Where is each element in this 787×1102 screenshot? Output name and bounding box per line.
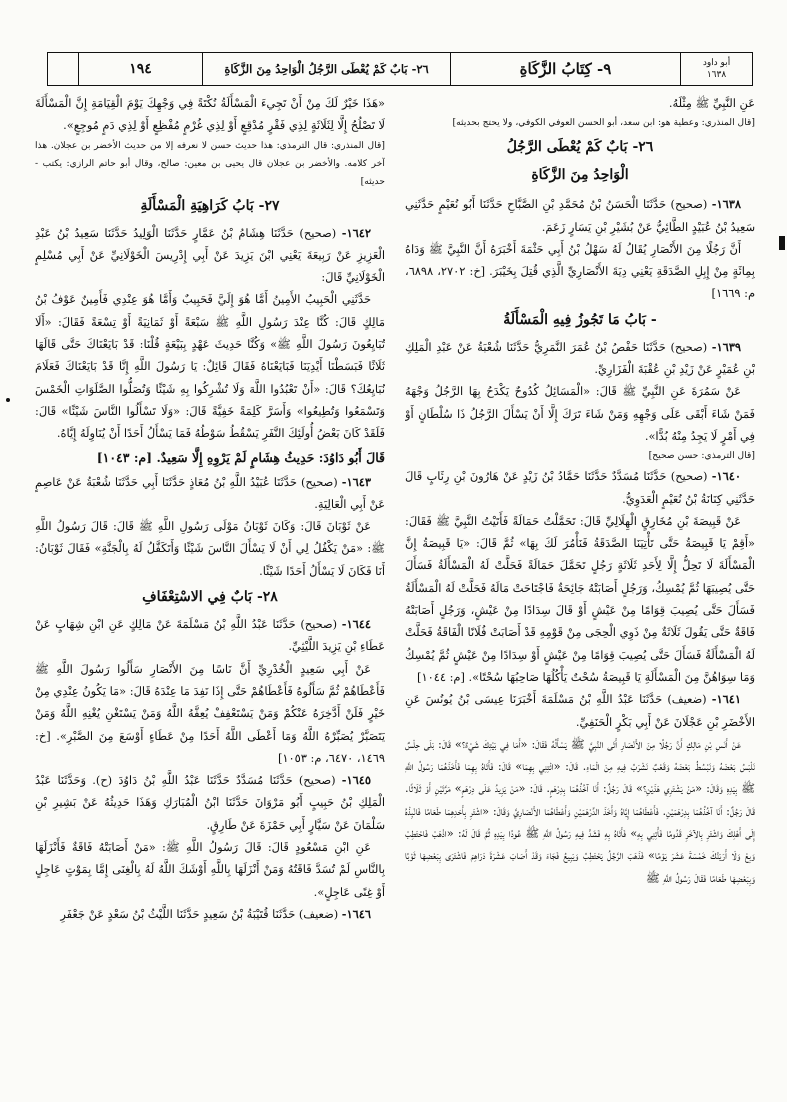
hadith-number: ١٦٤٠- [711, 469, 741, 484]
text-paragraph: عَنِ النَّبِيِّ ﷺ مِثْلَهُ. [668, 96, 755, 110]
hadith-text: عَنِ ابْنِ مَسْعُودٍ قَالَ: قَالَ رَسُولُ اللَّهِ ﷺ: «مَنْ أَصَابَتْهُ فَاقَةٌ فَأَنْزَلَهَا بِالنَّاسِ لَمْ تُسَدَّ فَاقَتُهُ وَمَنْ أَنْزَلَهَا بِاللَّهِ أَوْشَكَ اللَّهُ لَهُ بِالْغِنَى إِمَّا بِمَوْتٍ عَاجِلٍ أَوْ غِنًى عَاجِلٍ». [35, 840, 385, 899]
scan-edge-mark [779, 236, 785, 250]
hadith-text: عَنْ أَبِي سَعِيدٍ الْخُدْرِيِّ أَنَّ نَاسًا مِنَ الأَنْصَارِ سَأَلُوا رَسُولَ اللَّهِ ﷺ فَأَعْطَاهُمْ ثُمَّ سَأَلُوهُ فَأَعْطَاهُمْ حَتَّى إِذَا نَفِدَ مَا عِنْدَهُ قَالَ: «مَا يَكُونُ عِنْدِي مِنْ خَيْرٍ فَلَنْ أَدَّخِرَهُ عَنْكُمْ وَمَنْ يَسْتَعْفِفْ يُعِفَّهُ اللَّهُ وَمَنْ يَسْتَغْنِ يُغْنِهِ اللَّهُ وَمَنْ يَتَصَبَّرْ يُصَبِّرْهُ اللَّهُ وَمَا أَعْطَى اللَّهُ أَحَدًا مِنْ عَطَاءٍ أَوْسَعَ مِنَ الصَّبْرِ». [خ: ١٤٦٩، ٦٤٧٠، م: ١٠٥٣] [35, 661, 385, 765]
page-number: ١٩٤ [78, 53, 202, 85]
hadith-1642 [35, 222, 385, 289]
hadith-isnad: (صحيح) حَدَّثَنَا الْحَسَنُ بْنُ مُحَمَّدِ بْنِ الصَّبَّاحِ حَدَّثَنَا أَبُو نُعَيْمٍ حَدَّثَنِي سَعِيدُ بْنُ عُبَيْدٍ الطَّائِيُّ عَنْ بُشَيْرِ بْنِ يَسَارٍ زَعَمَ. [405, 197, 755, 234]
hadith-isnad: (صحيح) حَدَّثَنَا عَبْدُ اللَّهِ بْنُ مَسْلَمَةَ عَنْ مَالِكٍ عَنِ ابْنِ شِهَابٍ عَنْ عَطَاءِ بْنِ يَزِيدَ اللَّيْثِيِّ. [35, 617, 385, 654]
hadith-isnad: (صحيح) حَدَّثَنَا حَفْصُ بْنُ عُمَرَ النَّمَرِيُّ حَدَّثَنَا شُعْبَةُ عَنْ عَبْدِ الْمَلِكِ بْنِ عُمَيْرٍ عَنْ زَيْدِ بْنِ عُقْبَةَ الْفَزَارِيِّ. [405, 339, 755, 377]
hadith-number: ١٦٤٦- [341, 906, 371, 921]
page-header [47, 52, 753, 86]
abu-dawud-comment: قَالَ أَبُو دَاوُدَ: حَدِيثُ هِشَامٍ لَمْ يَرْوِهِ إِلَّا سَعِيدٌ. [م: ١٠٤٣] [96, 449, 385, 465]
hadith-isnad: (صحيح) حَدَّثَنَا مُسَدَّدٌ حَدَّثَنَا عَبْدُ اللَّهِ بْنُ دَاوُدَ (ح). وَحَدَّثَنَا عَبْدُ الْمَلِكِ بْنُ حَبِيبٍ أَبُو مَرْوَانَ حَدَّثَنَا ابْنُ الْمُبَارَكِ وَهَذَا حَدِيثُهُ عَنْ بَشِيرِ بْنِ سَلْمَانَ عَنْ سَيَّارٍ أَبِي حَمْزَةَ عَنْ طَارِقٍ. [35, 773, 385, 832]
header-hadith-number: ١٦٣٨ [706, 70, 727, 80]
left-column [35, 92, 385, 1092]
chapter-heading-continued: الْوَاحِدُ مِنَ الزَّكَاةِ [531, 167, 629, 184]
hadith-1644 [35, 613, 385, 658]
hadith-1640 [405, 465, 755, 510]
hadith-number: ١٦٤٢- [341, 225, 371, 240]
chapter-heading: ٢٦- بَابٌ كَمْ يُعْطَى الرَّجُلُ [506, 139, 654, 156]
hadith-isnad: (ضعيف) حَدَّثَنَا قُتَيْبَةُ بْنُ سَعِيدٍ حَدَّثَنَا اللَّيْثُ بْنُ سَعْدٍ عَنْ جَعْفَرِ [60, 906, 339, 921]
hadith-1643 [35, 471, 385, 516]
hadith-text: عَنْ أَنَسِ بْنِ مَالِكٍ أَنَّ رَجُلًا مِنَ الأَنْصَارِ أَتَى النَّبِيَّ ﷺ يَسْأَلُهُ فَقَالَ: «أَمَا فِي بَيْتِكَ شَيْءٌ؟» قَالَ: بَلَى حِلْسٌ نَلْبَسُ بَعْضَهُ وَنَبْسُطُ بَعْضَهُ وَقَعْبٌ نَشْرَبُ فِيهِ مِنَ الْمَاءِ. قَالَ: «ائْتِنِي بِهِمَا» قَالَ: فَأَتَاهُ بِهِمَا فَأَخَذَهُمَا رَسُولُ اللَّهِ ﷺ بِيَدِهِ وَقَالَ: «مَنْ يَشْتَرِي هَذَيْنِ؟» قَالَ رَجُلٌ: أَنَا آخُذُهُمَا بِدِرْهَمٍ. قَالَ: «مَنْ يَزِيدُ عَلَى دِرْهَمٍ» مَرَّتَيْنِ أَوْ ثَلَاثًا. قَالَ رَجُلٌ: أَنَا آخُذُهُمَا بِدِرْهَمَيْنِ. فَأَعْطَاهُمَا إِيَّاهُ وَأَخَذَ الدِّرْهَمَيْنِ وَأَعْطَاهُمَا الأَنْصَارِيَّ وَقَالَ: «اشْتَرِ بِأَحَدِهِمَا طَعَامًا فَانْبِذْهُ إِلَى أَهْلِكَ وَاشْتَرِ بِالآخَرِ قَدُومًا فَأْتِنِي بِهِ» فَأَتَاهُ بِهِ فَشَدَّ فِيهِ رَسُولُ اللَّهِ ﷺ عُودًا بِيَدِهِ ثُمَّ قَالَ لَهُ: «اذْهَبْ فَاحْتَطِبْ وَبِعْ وَلَا أَرَيَنَّكَ خَمْسَةَ عَشَرَ يَوْمًا» فَذَهَبَ الرَّجُلُ يَحْتَطِبُ وَيَبِيعُ فَجَاءَ وَقَدْ أَصَابَ عَشْرَةَ دَرَاهِمَ فَاشْتَرَى بِبَعْضِهَا ثَوْبًا وَبِبَعْضِهَا طَعَامًا فَقَالَ رَسُولُ اللَّهِ ﷺ [405, 736, 755, 885]
hadith-number: ١٦٤١- [711, 692, 741, 707]
hadith-1641 [405, 688, 755, 733]
right-column [405, 92, 755, 1092]
chapter-heading: ٢٧- بَابُ كَرَاهِيَةِ الْمَسْأَلَةِ [140, 197, 280, 214]
hadith-isnad: (ضعيف) حَدَّثَنَا عَبْدُ اللَّهِ بْنُ مَسْلَمَةَ أَخْبَرَنَا عِيسَى بْنُ يُونُسَ عَنِ الأَخْضَرِ بْنِ عَجْلَانَ عَنْ أَبِي بَكْرٍ الْحَنَفِيِّ. [405, 692, 755, 729]
hadith-text: عَنْ قَبِيصَةَ بْنِ مُخَارِقٍ الْهِلَالِيِّ قَالَ: تَحَمَّلْتُ حَمَالَةً فَأَتَيْتُ النَّبِيَّ ﷺ فَقَالَ: «أَقِمْ يَا قَبِيصَةُ حَتَّى تَأْتِيَنَا الصَّدَقَةُ فَنَأْمُرَ لَكَ بِهَا» ثُمَّ قَالَ: «يَا قَبِيصَةُ إِنَّ الْمَسْأَلَةَ لَا تَحِلُّ إِلَّا لِأَحَدِ ثَلَاثَةٍ رَجُلٍ تَحَمَّلَ حَمَالَةً فَحَلَّتْ لَهُ الْمَسْأَلَةُ فَسَأَلَ حَتَّى يُصِيبَهَا ثُمَّ يُمْسِكُ، وَرَجُلٍ أَصَابَتْهُ جَائِحَةٌ فَاجْتَاحَتْ مَالَهُ فَحَلَّتْ لَهُ الْمَسْأَلَةُ فَسَأَلَ حَتَّى يُصِيبَ قِوَامًا مِنْ عَيْشٍ أَوْ قَالَ سِدَادًا مِنْ عَيْشٍ، وَرَجُلٍ أَصَابَتْهُ فَاقَةٌ حَتَّى يَقُولَ ثَلَاثَةٌ مِنْ ذَوِي الْحِجَى مِنْ قَوْمِهِ قَدْ أَصَابَتْ فُلَانًا الْفَاقَةُ فَحَلَّتْ لَهُ الْمَسْأَلَةُ فَسَأَلَ حَتَّى يُصِيبَ قِوَامًا مِنْ عَيْشٍ أَوْ سِدَادًا مِنْ عَيْشٍ ثُمَّ يُمْسِكُ وَمَا سِوَاهُنَّ مِنَ الْمَسْأَلَةِ يَا قَبِيصَةُ سُحْتٌ يَأْكُلُهَا صَاحِبُهَا سُحْتًا». [م: ١٠٤٤] [405, 513, 755, 684]
hadith-number: ١٦٣٩- [711, 339, 742, 354]
hadith-number: ١٦٤٣- [341, 474, 371, 489]
hadith-isnad: (صحيح) حَدَّثَنَا هِشَامُ بْنُ عَمَّارٍ حَدَّثَنَا الْوَلِيدُ حَدَّثَنَا سَعِيدُ بْنُ عَبْدِ الْعَزِيزِ عَنْ رَبِيعَةَ يَعْنِي ابْنَ يَزِيدَ عَنْ أَبِي إِدْرِيسَ الْخَوْلَانِيِّ عَنْ أَبِي مُسْلِمٍ الْخَوْلَانِيِّ قَالَ: [35, 225, 385, 285]
footnote: [قال المنذري: قال الترمذي: هذا حديث حسن لا نعرفه إلا من حديث الأخضر بن عجلان. هذا آخر كلامه. والأخضر بن عجلان قال يحيى بن معين: صالح، وقال أبو حاتم الرازي: يكتب - حديثه] [35, 139, 385, 187]
hadith-1646 [35, 903, 385, 925]
header-book-cell [680, 53, 752, 85]
hadith-text: عَنْ سَمُرَةَ عَنِ النَّبِيِّ ﷺ قَالَ: «الْمَسَائِلُ كُدُوحٌ يَكْدَحُ بِهَا الرَّجُلُ وَجْهَهُ فَمَنْ شَاءَ أَبْقَى عَلَى وَجْهِهِ وَمَنْ شَاءَ تَرَكَ إِلَّا أَنْ يَسْأَلَ الرَّجُلُ ذَا سُلْطَانٍ أَوْ فِي أَمْرٍ لَا يَجِدُ مِنْهُ بُدًّا». [405, 384, 755, 443]
scan-edge-dot [6, 398, 10, 402]
hadith-isnad: (صحيح) حَدَّثَنَا عُبَيْدُ اللَّهِ بْنُ مُعَاذٍ حَدَّثَنَا أَبِي حَدَّثَنَا شُعْبَةُ عَنْ عَاصِمٍ عَنْ أَبِي الْعَالِيَةِ. [35, 474, 385, 511]
header-blank-cell [48, 53, 78, 85]
hadith-isnad: (صحيح) حَدَّثَنَا مُسَدَّدٌ حَدَّثَنَا حَمَّادُ بْنُ زَيْدٍ عَنْ هَارُونَ بْنِ رِئَابٍ قَالَ حَدَّثَنِي كِنَانَةُ بْنُ نُعَيْمٍ الْعَدَوِيُّ. [405, 469, 755, 506]
hadith-text: حَدَّثَنِي الْحَبِيبُ الأَمِينُ أَمَّا هُوَ إِلَيَّ فَحَبِيبٌ وَأَمَّا هُوَ عِنْدِي فَأَمِينٌ عَوْفُ بْنُ مَالِكٍ قَالَ: كُنَّا عِنْدَ رَسُولِ اللَّهِ ﷺ سَبْعَةً أَوْ ثَمَانِيَةً أَوْ تِسْعَةً فَقَالَ: «أَلَا تُبَايِعُونَ رَسُولَ اللَّهِ ﷺ» وَكُنَّا حَدِيثَ عَهْدٍ بِبَيْعَةٍ قُلْنَا: قَدْ بَايَعْنَاكَ حَتَّى قَالَهَا ثَلَاثًا فَبَسَطْنَا أَيْدِيَنَا فَبَايَعْنَاهُ فَقَالَ قَائِلٌ: يَا رَسُولَ اللَّهِ إِنَّا قَدْ بَايَعْنَاكَ فَعَلَامَ نُبَايِعُكَ؟ قَالَ: «أَنْ تَعْبُدُوا اللَّهَ وَلَا تُشْرِكُوا بِهِ شَيْئًا وَتُصَلُّوا الصَّلَوَاتِ الْخَمْسَ وَتَسْمَعُوا وَتُطِيعُوا» وَأَسَرَّ كَلِمَةً خَفِيَّةً قَالَ: «وَلَا تَسْأَلُوا النَّاسَ شَيْئًا» قَالَ: فَلَقَدْ كَانَ بَعْضُ أُولَئِكَ النَّفَرِ يَسْقُطُ سَوْطُهُ فَمَا يَسْأَلُ أَحَدًا أَنْ يُنَاوِلَهُ إِيَّاهُ. [35, 292, 385, 441]
header-kitab-title: ٩- كِتَابُ الزَّكَاةِ [450, 53, 680, 85]
text-paragraph: «هَذَا خَيْرٌ لَكَ مِنْ أَنْ تَجِيءَ الْمَسْأَلَةُ نُكْتَةً فِي وَجْهِكَ يَوْمَ الْقِيَامَةِ إِنَّ الْمَسْأَلَةَ لَا تَصْلُحُ إِلَّا لِثَلَاثَةٍ لِذِي فَقْرٍ مُدْقِعٍ أَوْ لِذِي غُرْمٍ مُفْظِعٍ أَوْ لِذِي دَمٍ مُوجِعٍ». [35, 96, 385, 133]
chapter-heading: - بَابُ مَا تَجُوزُ فِيهِ الْمَسْأَلَةُ [503, 311, 657, 328]
hadith-1639 [405, 336, 755, 381]
chapter-heading: ٢٨- بَابٌ فِي الاسْتِعْفَافِ [142, 589, 278, 606]
hadith-1645 [35, 769, 385, 836]
hadith-number: ١٦٤٤- [341, 617, 372, 632]
hadith-text: عَنْ ثَوْبَانَ قَالَ: وَكَانَ ثَوْبَانُ مَوْلَى رَسُولِ اللَّهِ ﷺ قَالَ: قَالَ رَسُولُ اللَّهِ ﷺ: «مَنْ يَكْفُلُ لِي أَنْ لَا يَسْأَلَ النَّاسَ شَيْئًا وَأَتَكَفَّلُ لَهُ بِالْجَنَّةِ» فَقَالَ ثَوْبَانُ: أَنَا فَكَانَ لَا يَسْأَلُ أَحَدًا شَيْئًا. [35, 519, 385, 578]
hadith-1638 [405, 193, 755, 238]
footnote: [قال الترمذي: حسن صحيح] [648, 450, 755, 462]
footnote: [قال المنذري: وعطية هو: ابن سعد، أبو الحسن العوفي الكوفي، ولا يحتج بحديثه] [452, 117, 755, 129]
header-book-name: أبو داود [702, 58, 731, 68]
hadith-number: ١٦٤٥- [341, 773, 371, 788]
hadith-text: أَنَّ رَجُلًا مِنَ الأَنْصَارِ يُقَالُ لَهُ سَهْلُ بْنُ أَبِي حَثْمَةَ أَخْبَرَهُ أَنَّ النَّبِيَّ ﷺ وَدَاهُ بِمِائَةٍ مِنْ إِبِلِ الصَّدَقَةِ يَعْنِي دِيَةَ الأَنْصَارِيِّ الَّذِي قُتِلَ بِخَيْبَرَ. [خ: ٢٧٠٢، ٦٨٩٨، م: ١٦٦٩] [405, 241, 755, 301]
hadith-number: ١٦٣٨- [711, 197, 741, 212]
header-bab-title: ٢٦- بَابٌ كَمْ يُعْطَى الرَّجُلُ الْوَاحِدُ مِنَ الزَّكَاةِ [202, 53, 450, 85]
